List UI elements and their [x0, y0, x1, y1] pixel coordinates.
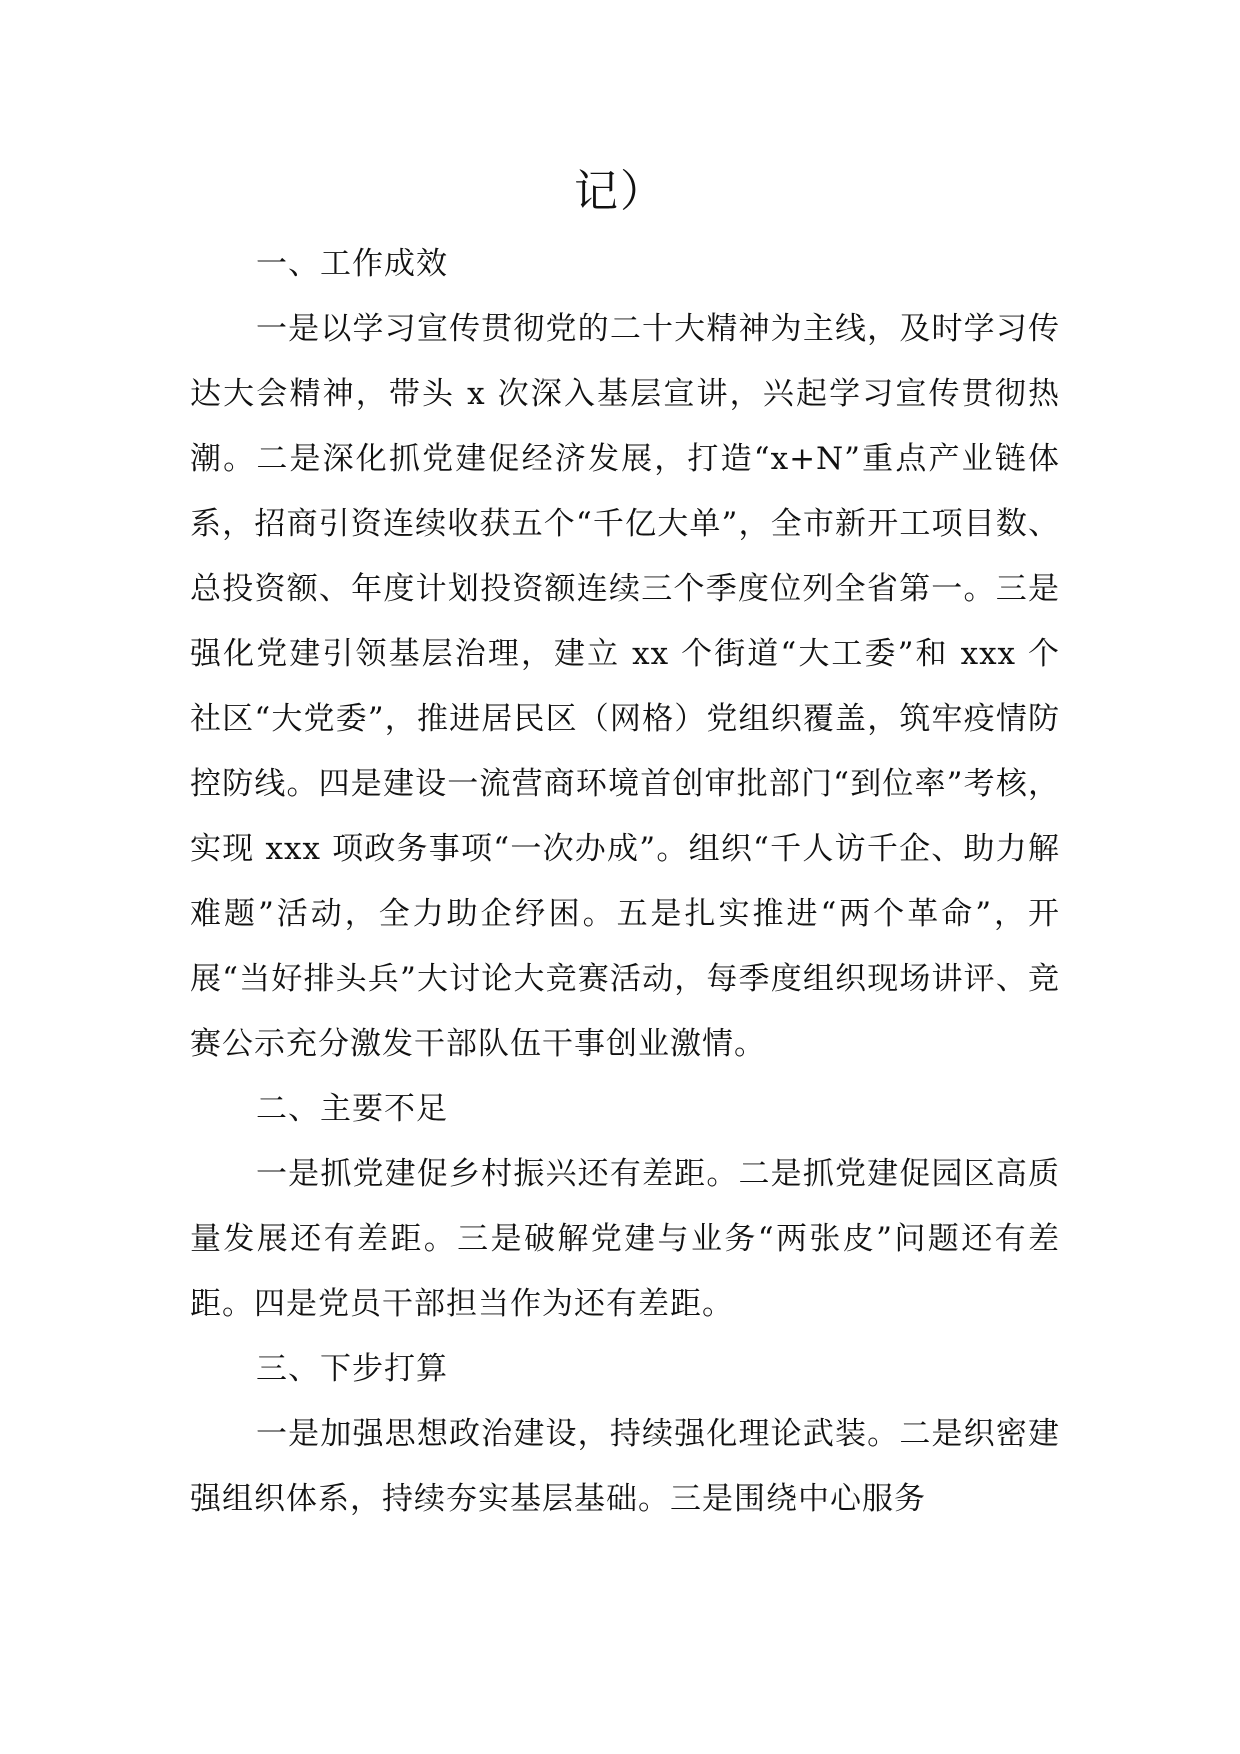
section-heading-2: 二、主要不足 [256, 1091, 448, 1127]
section-heading-1: 一、工作成效 [256, 246, 448, 282]
section-paragraph-1: 一是以学习宣传贯彻党的二十大精神为主线，及时学习传达大会精神，带头 x 次深入基层宣讲，兴起学习宣传贯彻热潮。二是深化抓党建促经济发展，打造“x+N”重点产业链体系，招商引资连续收获五个“千亿大单”，全市新开工项目数、总投资额、年度计划投资额连续三个季度位列全省第一。三是强化党建引领基层治理，建立 xx 个街道“大工委”和 xxx 个社区“大党委”，推进居民区（网格）党组织覆盖，筑牢疫情防控防线。四是建设一流营商环境首创审批部门“到位率”考核，实现 xxx 项政务事项“一次办成”。组织“千人访千企、助力解难题”活动，全力助企纾困。五是扎实推进“两个革命”，开展“当好排头兵”大讨论大竞赛活动，每季度组织现场讲评、竞赛公示充分激发干部队伍干事创业激情。 [190, 311, 1060, 1062]
document-body [190, 232, 1060, 1532]
section-paragraph-3: 一是加强思想政治建设，持续强化理论武装。二是织密建强组织体系，持续夯实基层基础。三是围绕中心服务 [190, 1416, 1060, 1517]
section-paragraph-2: 一是抓党建促乡村振兴还有差距。二是抓党建促园区高质量发展还有差距。三是破解党建与业务“两张皮”问题还有差距。四是党员干部担当作为还有差距。 [190, 1156, 1060, 1322]
section-heading-3: 三、下步打算 [256, 1351, 448, 1387]
title-fragment: 记） [574, 166, 666, 217]
